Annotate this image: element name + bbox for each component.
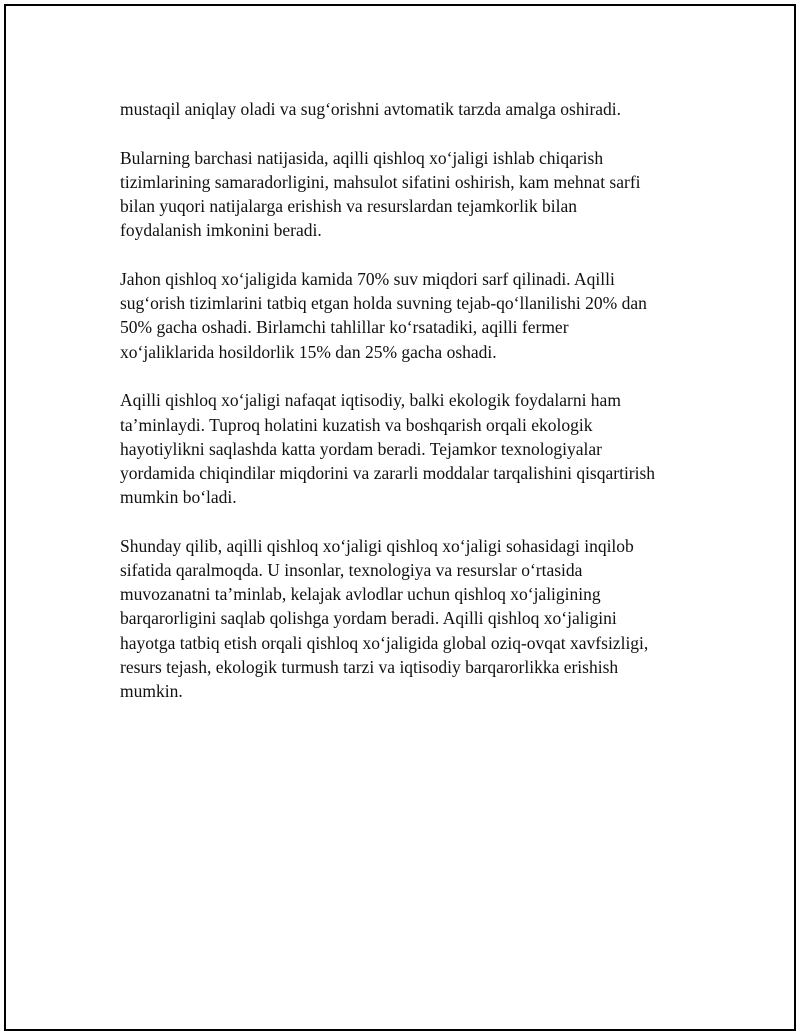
paragraph-3: Jahon qishloq xo‘jaligida kamida 70% suv miqdori sarf qilinadi. Aqilli sug‘orish tizimlarini tatbiq etgan holda suvning tejab-qo‘llanilishi 20% dan 50% gacha oshadi. Birlamchi tahlillar ko‘rsatadiki, aqilli fermer xo‘jaliklarida hosildorlik 15% dan 25% gacha oshadi. [120,269,647,362]
paragraph-5: Shunday qilib, aqilli qishloq xo‘jaligi qishloq xo‘jaligi sohasidagi inqilob sifatida qaralmoqda. U insonlar, texnologiya va resurslar o‘rtasida muvozanatni ta’minlab, kelajak avlodlar uchun qishloq xo‘jaligining barqarorligini saqlab qolishga yordam beradi. Aqilli qishloq xo‘jaligini hayotga tatbiq etish orqali qishloq xo‘jaligida global oziq-ovqat xavfsizligi, resurs tejash, ekologik turmush tarzi va iqtisodiy barqarorlikka erishish mumkin. [120,535,649,702]
paragraph-4: Aqilli qishloq xo‘jaligi nafaqat iqtisodiy, balki ekologik foydalarni ham ta’minlaydi. Tuproq holatini kuzatish va boshqarish orqali ekologik hayotiylikni saqlashda katta yordam beradi. Tejamkor texnologiyalar yordamida chiqindilar miqdorini va zararli moddalar tarqalishini qisqartirish mumkin bo‘ladi. [120,390,656,508]
document-body [120,97,692,728]
paragraph-2: Bularning barchasi natijasida, aqilli qishloq xo‘jaligi ishlab chiqarish tizimlarining samaradorligini, mahsulot sifatini oshirish, kam mehnat sarfi bilan yuqori natijalarga erishish va resurslardan tejamkorlik bilan foydalanish imkonini beradi. [120,147,641,241]
document-page [4,4,796,1031]
paragraph-1: mustaqil aniqlay oladi va sug‘orishni avtomatik tarzda amalga oshiradi. [120,99,622,119]
